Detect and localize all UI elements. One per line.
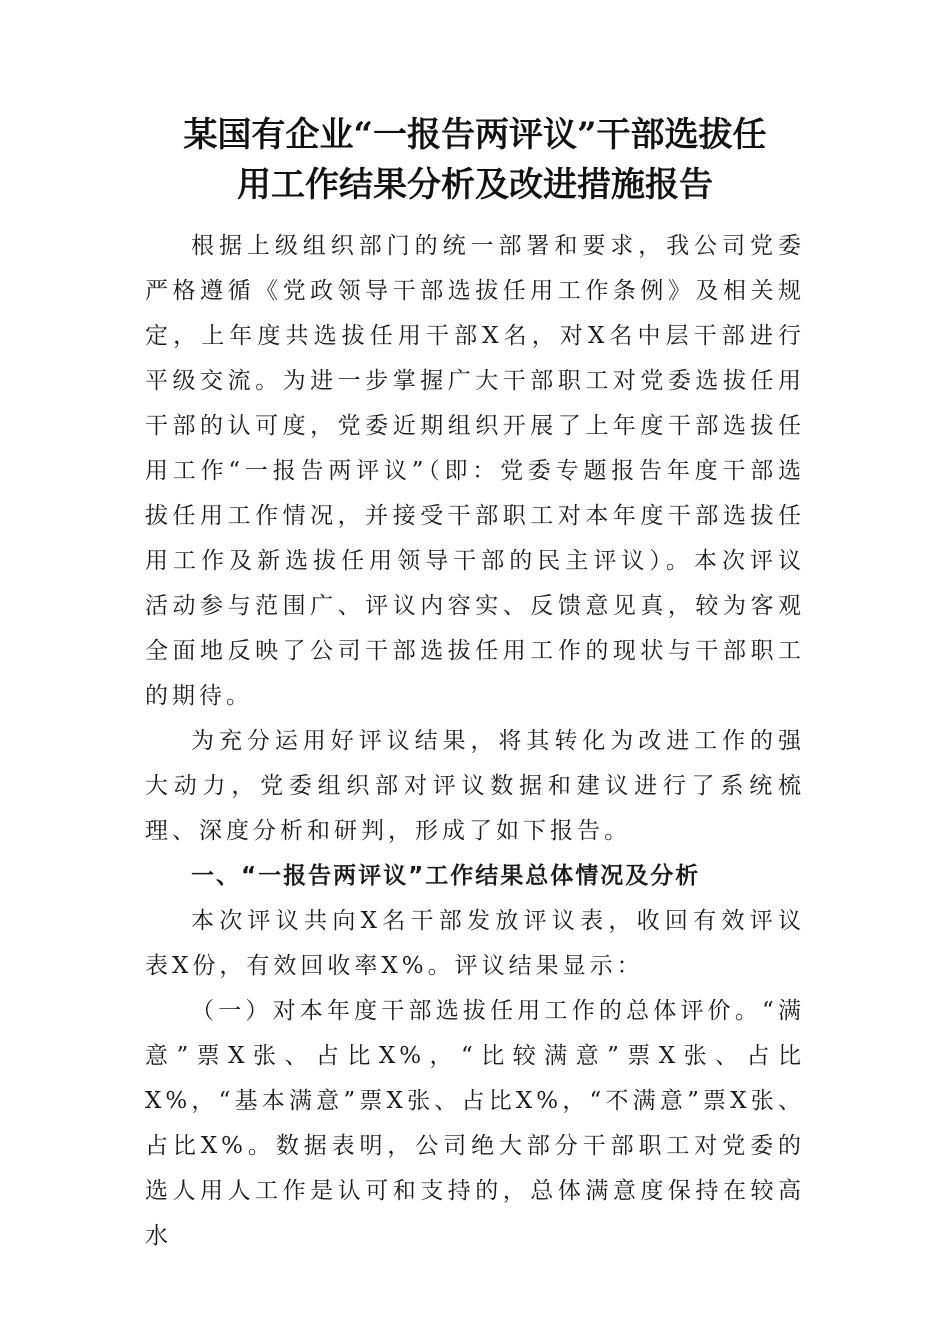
section-heading-1: 一、“一报告两评议”工作结果总体情况及分析 [191, 863, 701, 889]
document-body [145, 224, 805, 1259]
document-title [140, 110, 810, 210]
subsection-1-paragraph: （一）对本年度干部选拔任用工作的总体评价。“满意”票X张、占比X%，“比较满意”票X张、占比X%，“基本满意”票X张、占比X%，“不满意”票X张、占比X%。数据表明，公司绝大部分干部职工对党委的选人用人工作是认可和支持的，总体满意度保持在较高水 [145, 998, 805, 1249]
section-1-paragraph: 本次评议共向X名干部发放评议表，收回有效评议表X份，有效回收率X%。评议结果显示： [145, 908, 805, 979]
purpose-paragraph: 为充分运用好评议结果，将其转化为改进工作的强大动力，党委组织部对评议数据和建议进行了系统梳理、深度分析和研判，形成了如下报告。 [145, 728, 805, 844]
title-line-2: 用工作结果分析及改进措施报告 [237, 165, 713, 205]
title-line-1: 某国有企业“一报告两评议”干部选拔任 [183, 115, 767, 155]
intro-paragraph: 根据上级组织部门的统一部署和要求，我公司党委严格遵循《党政领导干部选拔任用工作条例》及相关规定，上年度共选拔任用干部X名，对X名中层干部进行平级交流。为进一步掌握广大干部职工对党委选拔任用干部的认可度，党委近期组织开展了上年度干部选拔任用工作“一报告两评议”（即：党委专题报告年度干部选拔任用工作情况，并接受干部职工对本年度干部选拔任用工作及新选拔任用领导干部的民主评议）。本次评议活动参与范围广、评议内容实、反馈意见真，较为客观全面地反映了公司干部选拔任用工作的现状与干部职工的期待。 [145, 233, 805, 709]
